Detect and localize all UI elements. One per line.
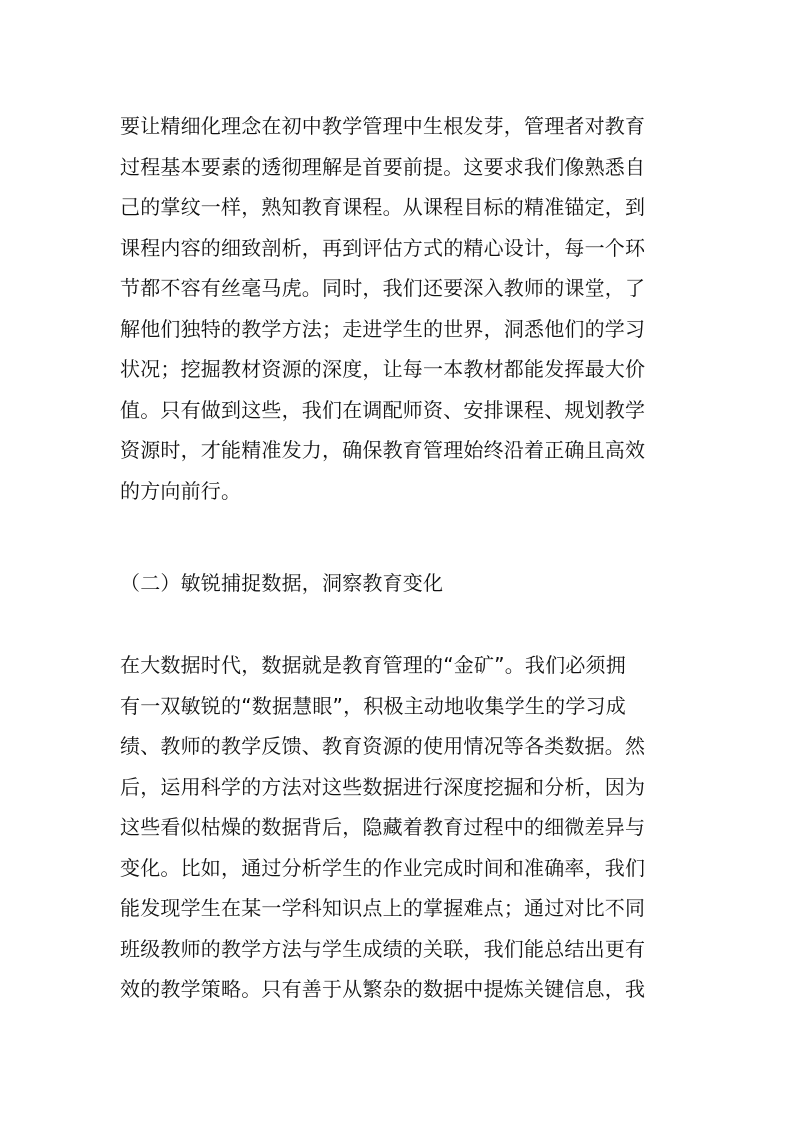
text-line: 状况；挖掘教材资源的深度，让每一本教材都能发挥最大价 bbox=[120, 357, 646, 381]
section-heading-text: （二）敏锐捕捉数据，洞察教育变化 bbox=[120, 571, 444, 595]
paragraph-2 bbox=[120, 645, 680, 1010]
text-line: 值。只有做到这些，我们在调配师资、安排课程、规划教学 bbox=[120, 397, 646, 422]
text-line: 己的掌纹一样，熟知教育课程。从课程目标的精准锚定，到 bbox=[120, 195, 646, 219]
text-line: 绩、教师的教学反馈、教育资源的使用情况等各类数据。然 bbox=[120, 734, 646, 758]
text-line: 过程基本要素的透彻理解是首要前提。这要求我们像熟悉自 bbox=[120, 154, 646, 179]
text-line: 资源时，才能精准发力，确保教育管理始终沿着正确且高效 bbox=[120, 438, 646, 462]
text-line: 变化。比如，通过分析学生的作业完成时间和准确率，我们 bbox=[120, 855, 646, 880]
paragraph-1 bbox=[120, 106, 680, 511]
text-line: 能发现学生在某一学科知识点上的掌握难点；通过对比不同 bbox=[120, 896, 646, 920]
text-line: 节都不容有丝毫马虎。同时，我们还要深入教师的课堂，了 bbox=[120, 276, 646, 300]
text-line: 效的教学策略。只有善于从繁杂的数据中提炼关键信息，我 bbox=[120, 977, 646, 1001]
text-line: 的方向前行。 bbox=[120, 478, 242, 503]
section-heading bbox=[120, 563, 680, 604]
text-line: 要让精细化理念在初中教学管理中生根发芽，管理者对教育 bbox=[120, 114, 646, 138]
text-line: 这些看似枯燥的数据背后，隐藏着教育过程中的细微差异与 bbox=[120, 815, 646, 839]
text-line: 在大数据时代，数据就是教育管理的“金矿”。我们必须拥 bbox=[120, 653, 626, 677]
text-line: 有一双敏锐的“数据慧眼”，积极主动地收集学生的学习成 bbox=[120, 693, 626, 718]
text-line: 后，运用科学的方法对这些数据进行深度挖掘和分析，因为 bbox=[120, 774, 646, 799]
text-line: 课程内容的细致剖析，再到评估方式的精心设计，每一个环 bbox=[120, 235, 646, 260]
text-line: 班级教师的教学方法与学生成绩的关联，我们能总结出更有 bbox=[120, 936, 646, 961]
text-line: 解他们独特的教学方法；走进学生的世界，洞悉他们的学习 bbox=[120, 316, 646, 341]
